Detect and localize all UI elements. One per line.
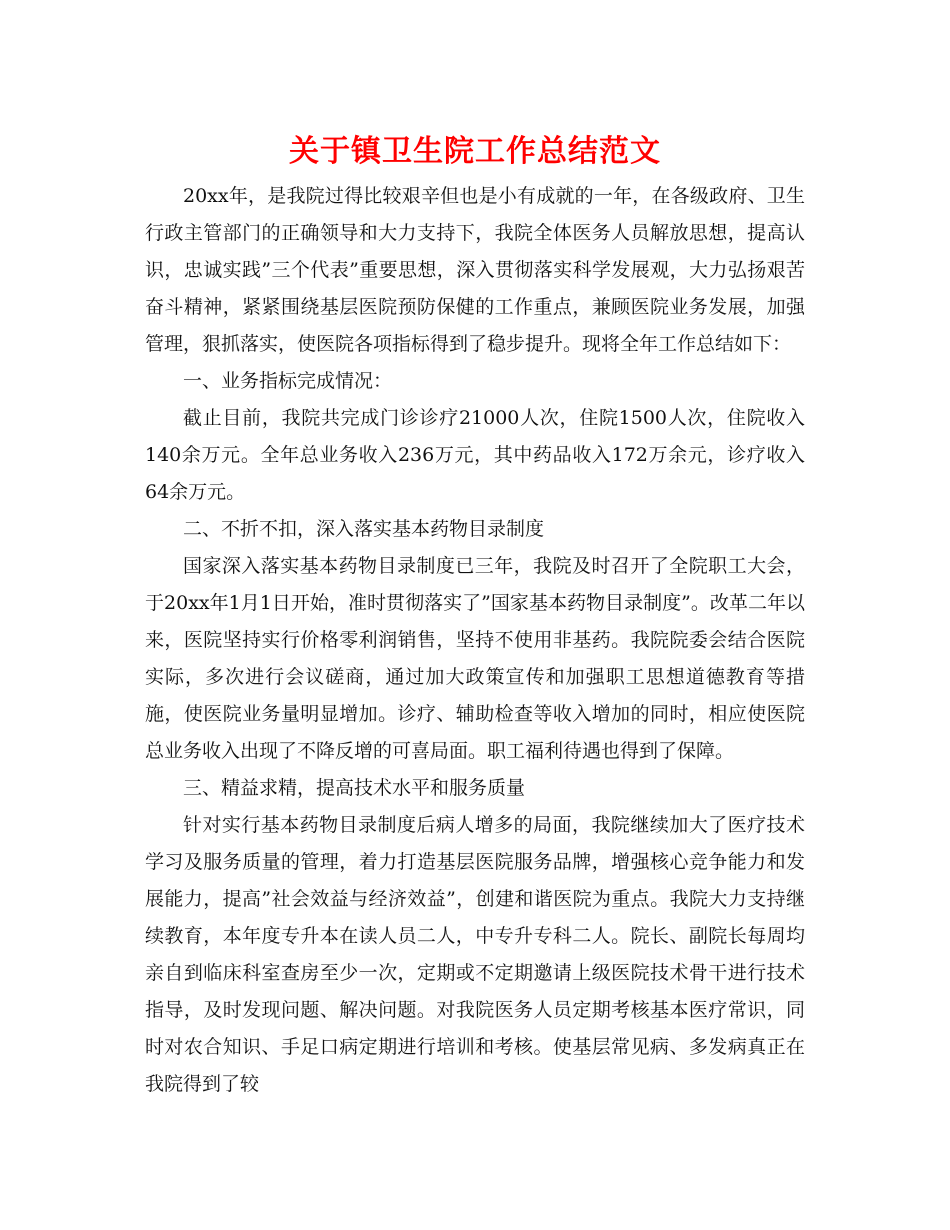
document-title: 关于镇卫生院工作总结范文 (289, 134, 661, 169)
document-body (145, 178, 805, 1103)
section-heading-1: 一、业务指标完成情况： (183, 370, 393, 392)
paragraph-service-quality: 针对实行基本药物目录制度后病人增多的局面，我院继续加大了医疗技术学习及服务质量的管理，着力打造基层医院服务品牌，增强核心竞争能力和发展能力，提高”社会效益与经济效益”，创建和谐医院为重点。我院大力支持继续教育，本年度专升本在读人员二人，中专升专科二人。院长、副院长每周均亲自到临床科室查房至少一次，定期或不定期邀请上级医院技术骨干进行技术指导，及时发现问题、解决问题。对我院医务人员定期考核基本医疗常识，同时对农合知识、手足口病定期进行培训和考核。使基层常见病、多发病真正在我院得到了较 (145, 814, 805, 1095)
section-heading-2: 二、不折不扣，深入落实基本药物目录制度 (183, 518, 545, 540)
paragraph-intro: 20xx年，是我院过得比较艰辛但也是小有成就的一年，在各级政府、卫生行政主管部门的正确领导和大力支持下，我院全体医务人员解放思想，提高认识，忠诚实践”三个代表”重要思想，深入贯彻落实科学发展观，大力弘扬艰苦奋斗精神，紧紧围绕基层医院预防保健的工作重点，兼顾医院业务发展，加强管理，狠抓落实，使医院各项指标得到了稳步提升。现将全年工作总结如下： (145, 185, 805, 355)
paragraph-essential-drugs: 国家深入落实基本药物目录制度已三年，我院及时召开了全院职工大会，于20xx年1月1日开始，准时贯彻落实了”国家基本药物目录制度”。改革二年以来，医院坚持实行价格零利润销售，坚持不使用非基药。我院院委会结合医院实际，多次进行会议磋商，通过加大政策宣传和加强职工思想道德教育等措施，使医院业务量明显增加。诊疗、辅助检查等收入增加的同时，相应使医院总业务收入出现了不降反增的可喜局面。职工福利待遇也得到了保障。 (145, 555, 805, 762)
paragraph-business-indicators: 截止目前，我院共完成门诊诊疗21000人次，住院1500人次，住院收入140余万元。全年总业务收入236万元，其中药品收入172万余元，诊疗收入64余万元。 (145, 407, 805, 503)
section-heading-3: 三、精益求精，提高技术水平和服务质量 (183, 777, 526, 799)
